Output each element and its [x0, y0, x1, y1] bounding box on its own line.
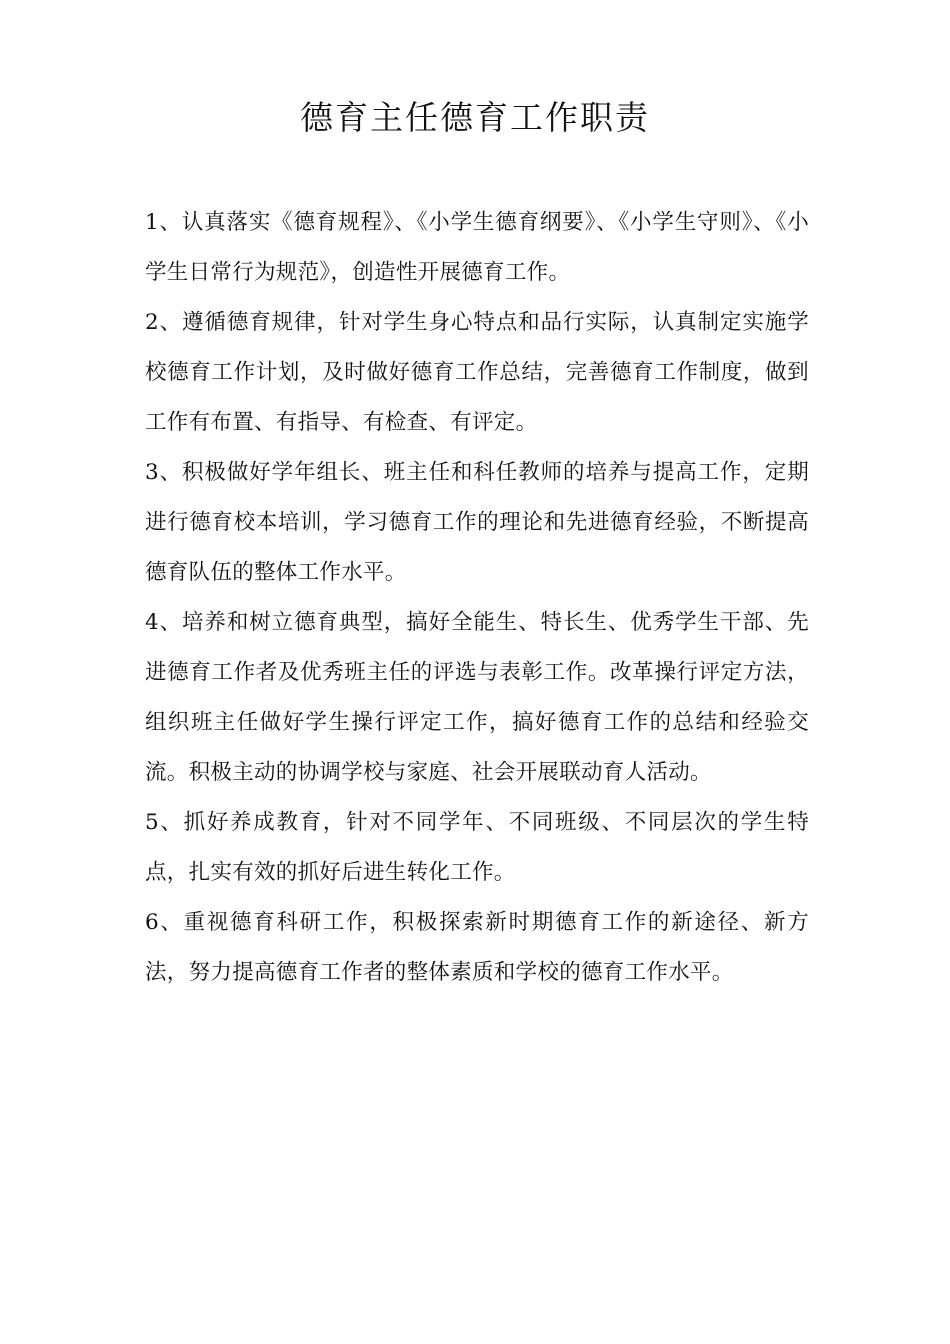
paragraph-5: 5、抓好养成教育，针对不同学年、不同班级、不同层次的学生特点，扎实有效的抓好后进生转化工作。 — [145, 810, 809, 885]
paragraph-3: 3、积极做好学年组长、班主任和科任教师的培养与提高工作，定期进行德育校本培训，学习德育工作的理论和先进德育经验，不断提高德育队伍的整体工作水平。 — [145, 460, 809, 585]
paragraph-6: 6、重视德育科研工作，积极探索新时期德育工作的新途径、新方法，努力提高德育工作者的整体素质和学校的德育工作水平。 — [145, 910, 809, 985]
paragraph-1: 1、认真落实《德育规程》、《小学生德育纲要》、《小学生守则》、《小学生日常行为规范》，创造性开展德育工作。 — [145, 210, 809, 285]
paragraph-2: 2、遵循德育规律，针对学生身心特点和品行实际，认真制定实施学校德育工作计划，及时做好德育工作总结，完善德育工作制度，做到工作有布置、有指导、有检查、有评定。 — [145, 310, 809, 435]
document-title: 德育主任德育工作职责 — [300, 98, 650, 137]
paragraph-4: 4、培养和树立德育典型，搞好全能生、特长生、优秀学生干部、先进德育工作者及优秀班主任的评选与表彰工作。改革操行评定方法，组织班主任做好学生操行评定工作，搞好德育工作的总结和经验交流。积极主动的协调学校与家庭、社会开展联动育人活动。 — [145, 610, 809, 785]
document-body — [145, 198, 809, 998]
